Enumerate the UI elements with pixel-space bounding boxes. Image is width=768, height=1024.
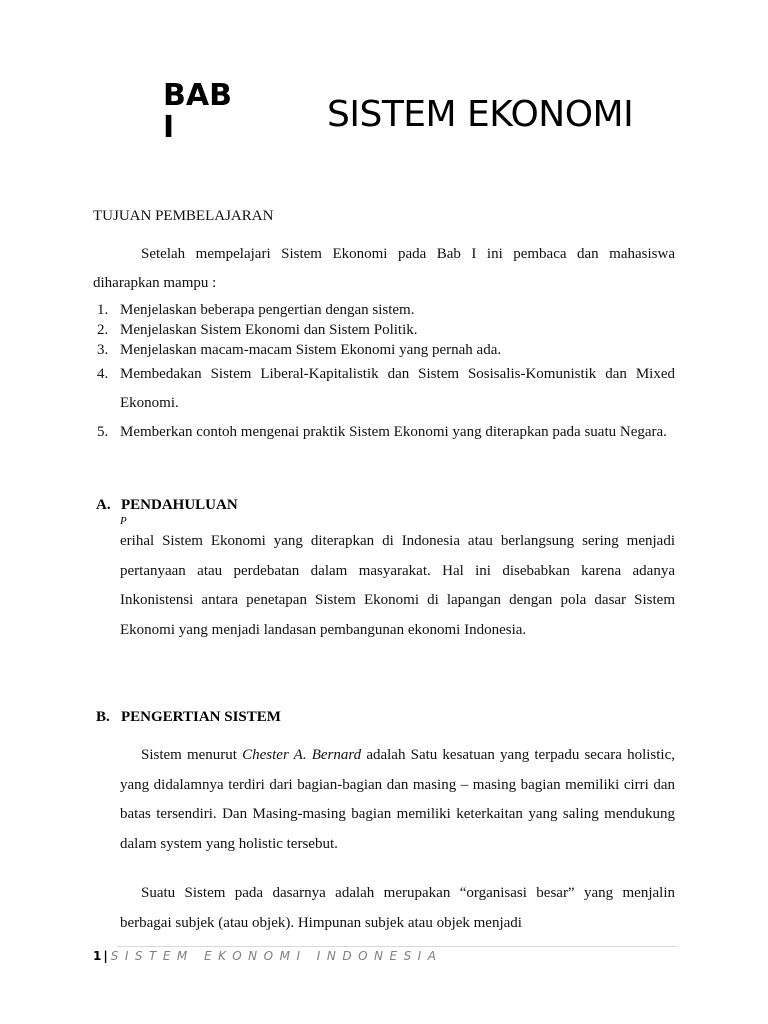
dropcap-letter: P bbox=[120, 515, 127, 527]
section-b-heading bbox=[96, 707, 281, 727]
section-b-paragraph-1 bbox=[120, 741, 675, 859]
section-a-paragraph: erihal Sistem Ekonomi yang diterapkan di Indonesia atau berlangsung sering menjadi pertanyaan atau perdebatan dalam masyarakat. Hal ini disebabkan karena adanya Inkonistensi antara penetapan Sistem Ekonomi di lapangan dengan pola dasar Sistem Ekonomi yang menjadi landasan pembangunan ekonomi Indonesia. bbox=[120, 533, 675, 638]
objectives-intro: Setelah mempelajari Sistem Ekonomi pada Bab I ini pembaca dan mahasiswa diharapkan mampu : bbox=[93, 246, 675, 291]
section-a-title: PENDAHULUAN bbox=[121, 497, 238, 513]
list-item-text: Menjelaskan macam-macam Sistem Ekonomi yang pernah ada. bbox=[120, 342, 502, 358]
list-item bbox=[93, 360, 675, 418]
chapter-title: SISTEM EKONOMI bbox=[327, 94, 634, 135]
list-item-text: Membedakan Sistem Liberal-Kapitalistik dan Sistem Sosisalis-Komunistik dan Mixed Ekonomi. bbox=[120, 366, 675, 411]
paragraph-text: adalah Satu kesatuan yang terpadu secara holistic, yang didalamnya terdiri dari bagian-bagian dan masing – masing bagian memiliki cirri dan batas tersendiri. Dan Masing-masing bagian memiliki keterkaitan yang saling mendukung dalam system yang holistic tersebut. bbox=[120, 747, 675, 852]
section-b-title: PENGERTIAN SISTEM bbox=[121, 709, 281, 725]
list-item-text: Memberkan contoh mengenai praktik Sistem Ekonomi yang diterapkan pada suatu Negara. bbox=[120, 424, 667, 440]
section-a-heading bbox=[96, 495, 238, 515]
list-item-text: Menjelaskan Sistem Ekonomi dan Sistem Politik. bbox=[120, 322, 418, 338]
paragraph-text: Sistem menurut bbox=[141, 747, 243, 763]
section-b-paragraph-2: Suatu Sistem pada dasarnya adalah merupakan “organisasi besar” yang menjalin berbagai subjek (atau objek). Himpunan subjek atau objek menjadi bbox=[120, 885, 675, 931]
list-item-number: 2. bbox=[97, 322, 109, 338]
author-name: Chester A. Bernard bbox=[242, 747, 362, 763]
list-item bbox=[93, 340, 675, 360]
list-item-number: 5. bbox=[97, 424, 109, 440]
running-title: SISTEM EKONOMI INDONESIA bbox=[110, 949, 443, 963]
list-item bbox=[93, 300, 675, 320]
section-a-letter: A. bbox=[96, 497, 111, 513]
page-number: 1 bbox=[93, 949, 102, 963]
section-b-letter: B. bbox=[96, 709, 110, 725]
list-item bbox=[93, 320, 675, 340]
list-item-number: 4. bbox=[97, 366, 109, 382]
objectives-list bbox=[93, 300, 675, 447]
list-item-number: 1. bbox=[97, 302, 109, 318]
page-footer bbox=[93, 946, 442, 966]
list-item bbox=[93, 418, 675, 447]
objectives-heading: TUJUAN PEMBELAJARAN bbox=[93, 208, 274, 224]
list-item-text: Menjelaskan beberapa pengertian dengan sistem. bbox=[120, 302, 415, 318]
footer-separator: | bbox=[103, 949, 108, 963]
chapter-label: BAB I bbox=[163, 78, 232, 145]
list-item-number: 3. bbox=[97, 342, 109, 358]
